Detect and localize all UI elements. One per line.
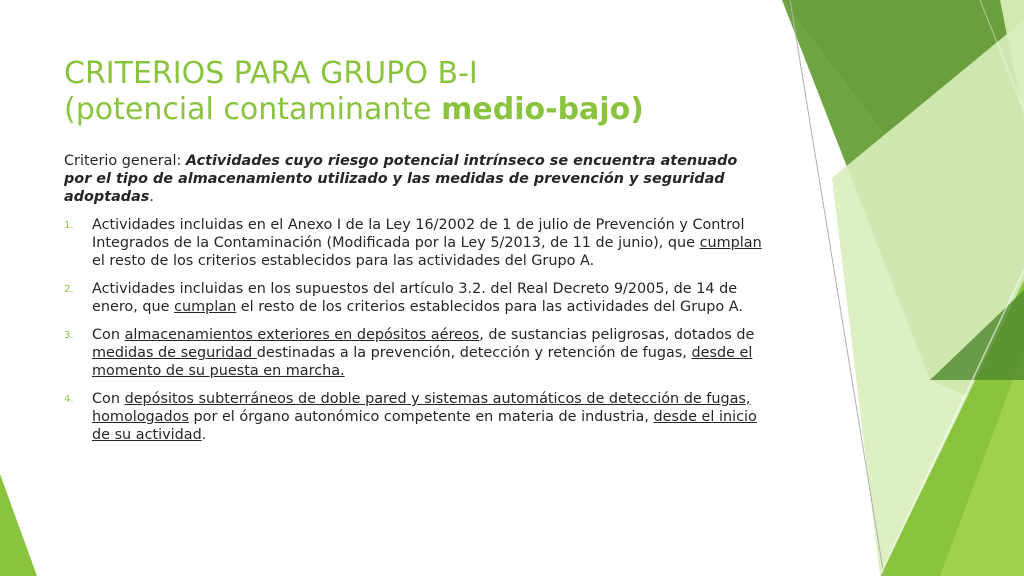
item-underlined: desde el inicio de su actividad [92,409,757,443]
list-number: 4. [64,394,74,405]
list-item [64,390,764,444]
list-number: 3. [64,330,74,341]
item-text: , de sustancias peligrosas, dotados de [479,327,755,343]
item-text: el resto de los criterios establecidos para las actividades del Grupo A. [92,253,595,269]
title-line-2-plain: (potencial contaminante [64,92,442,127]
slide-title [64,56,764,128]
list-item [64,326,764,380]
item-text: por el órgano autonómico competente en materia de industria, [188,409,654,425]
list-number: 1. [64,220,74,231]
item-text: Actividades incluidas en los supuestos del artículo 3.2. del Real Decreto 9/2005, de 14 de enero, que [92,281,738,315]
criteria-list [64,216,764,444]
title-line-1: CRITERIOS PARA GRUPO B-I [64,56,478,91]
intro-end: . [149,189,154,205]
list-item [64,280,764,316]
list-number: 2. [64,284,74,295]
item-text: Con [92,327,125,343]
item-underlined: medidas de seguridad [92,345,257,361]
list-item [64,216,764,270]
item-text: . [201,427,207,443]
item-text: el resto de los criterios establecidos para las actividades del Grupo A. [236,299,743,315]
intro-emphasis: Actividades cuyo riesgo potencial intrínseco se encuentra atenuado por el tipo de almacenamiento utilizado y las medidas de prevención y seguridad adoptadas [64,153,738,205]
item-text: Actividades incluidas en el Anexo I de la Ley 16/2002 de 1 de julio de Prevención y Control Integrados de la Contaminación (Modificada por la Ley 5/2013, de 11 de junio), que [92,217,745,251]
item-text: Con [92,391,125,407]
slide-body [64,152,764,454]
title-line-2-bold: medio-bajo) [441,92,644,127]
intro-paragraph [64,152,764,206]
item-text: destinadas a la prevención, detección y retención de fugas, [256,345,692,361]
intro-label: Criterio general: [64,153,186,169]
title-line-2 [64,92,764,128]
item-underlined: cumplan [174,299,237,315]
item-underlined: desde el momento de su puesta en marcha. [92,345,753,379]
item-underlined: depósitos subterráneos de doble pared y sistemas automáticos de detección de fugas, homologados [92,391,751,425]
item-underlined: cumplan [699,235,762,251]
item-underlined: almacenamientos exteriores en depósitos aéreos [124,327,480,343]
